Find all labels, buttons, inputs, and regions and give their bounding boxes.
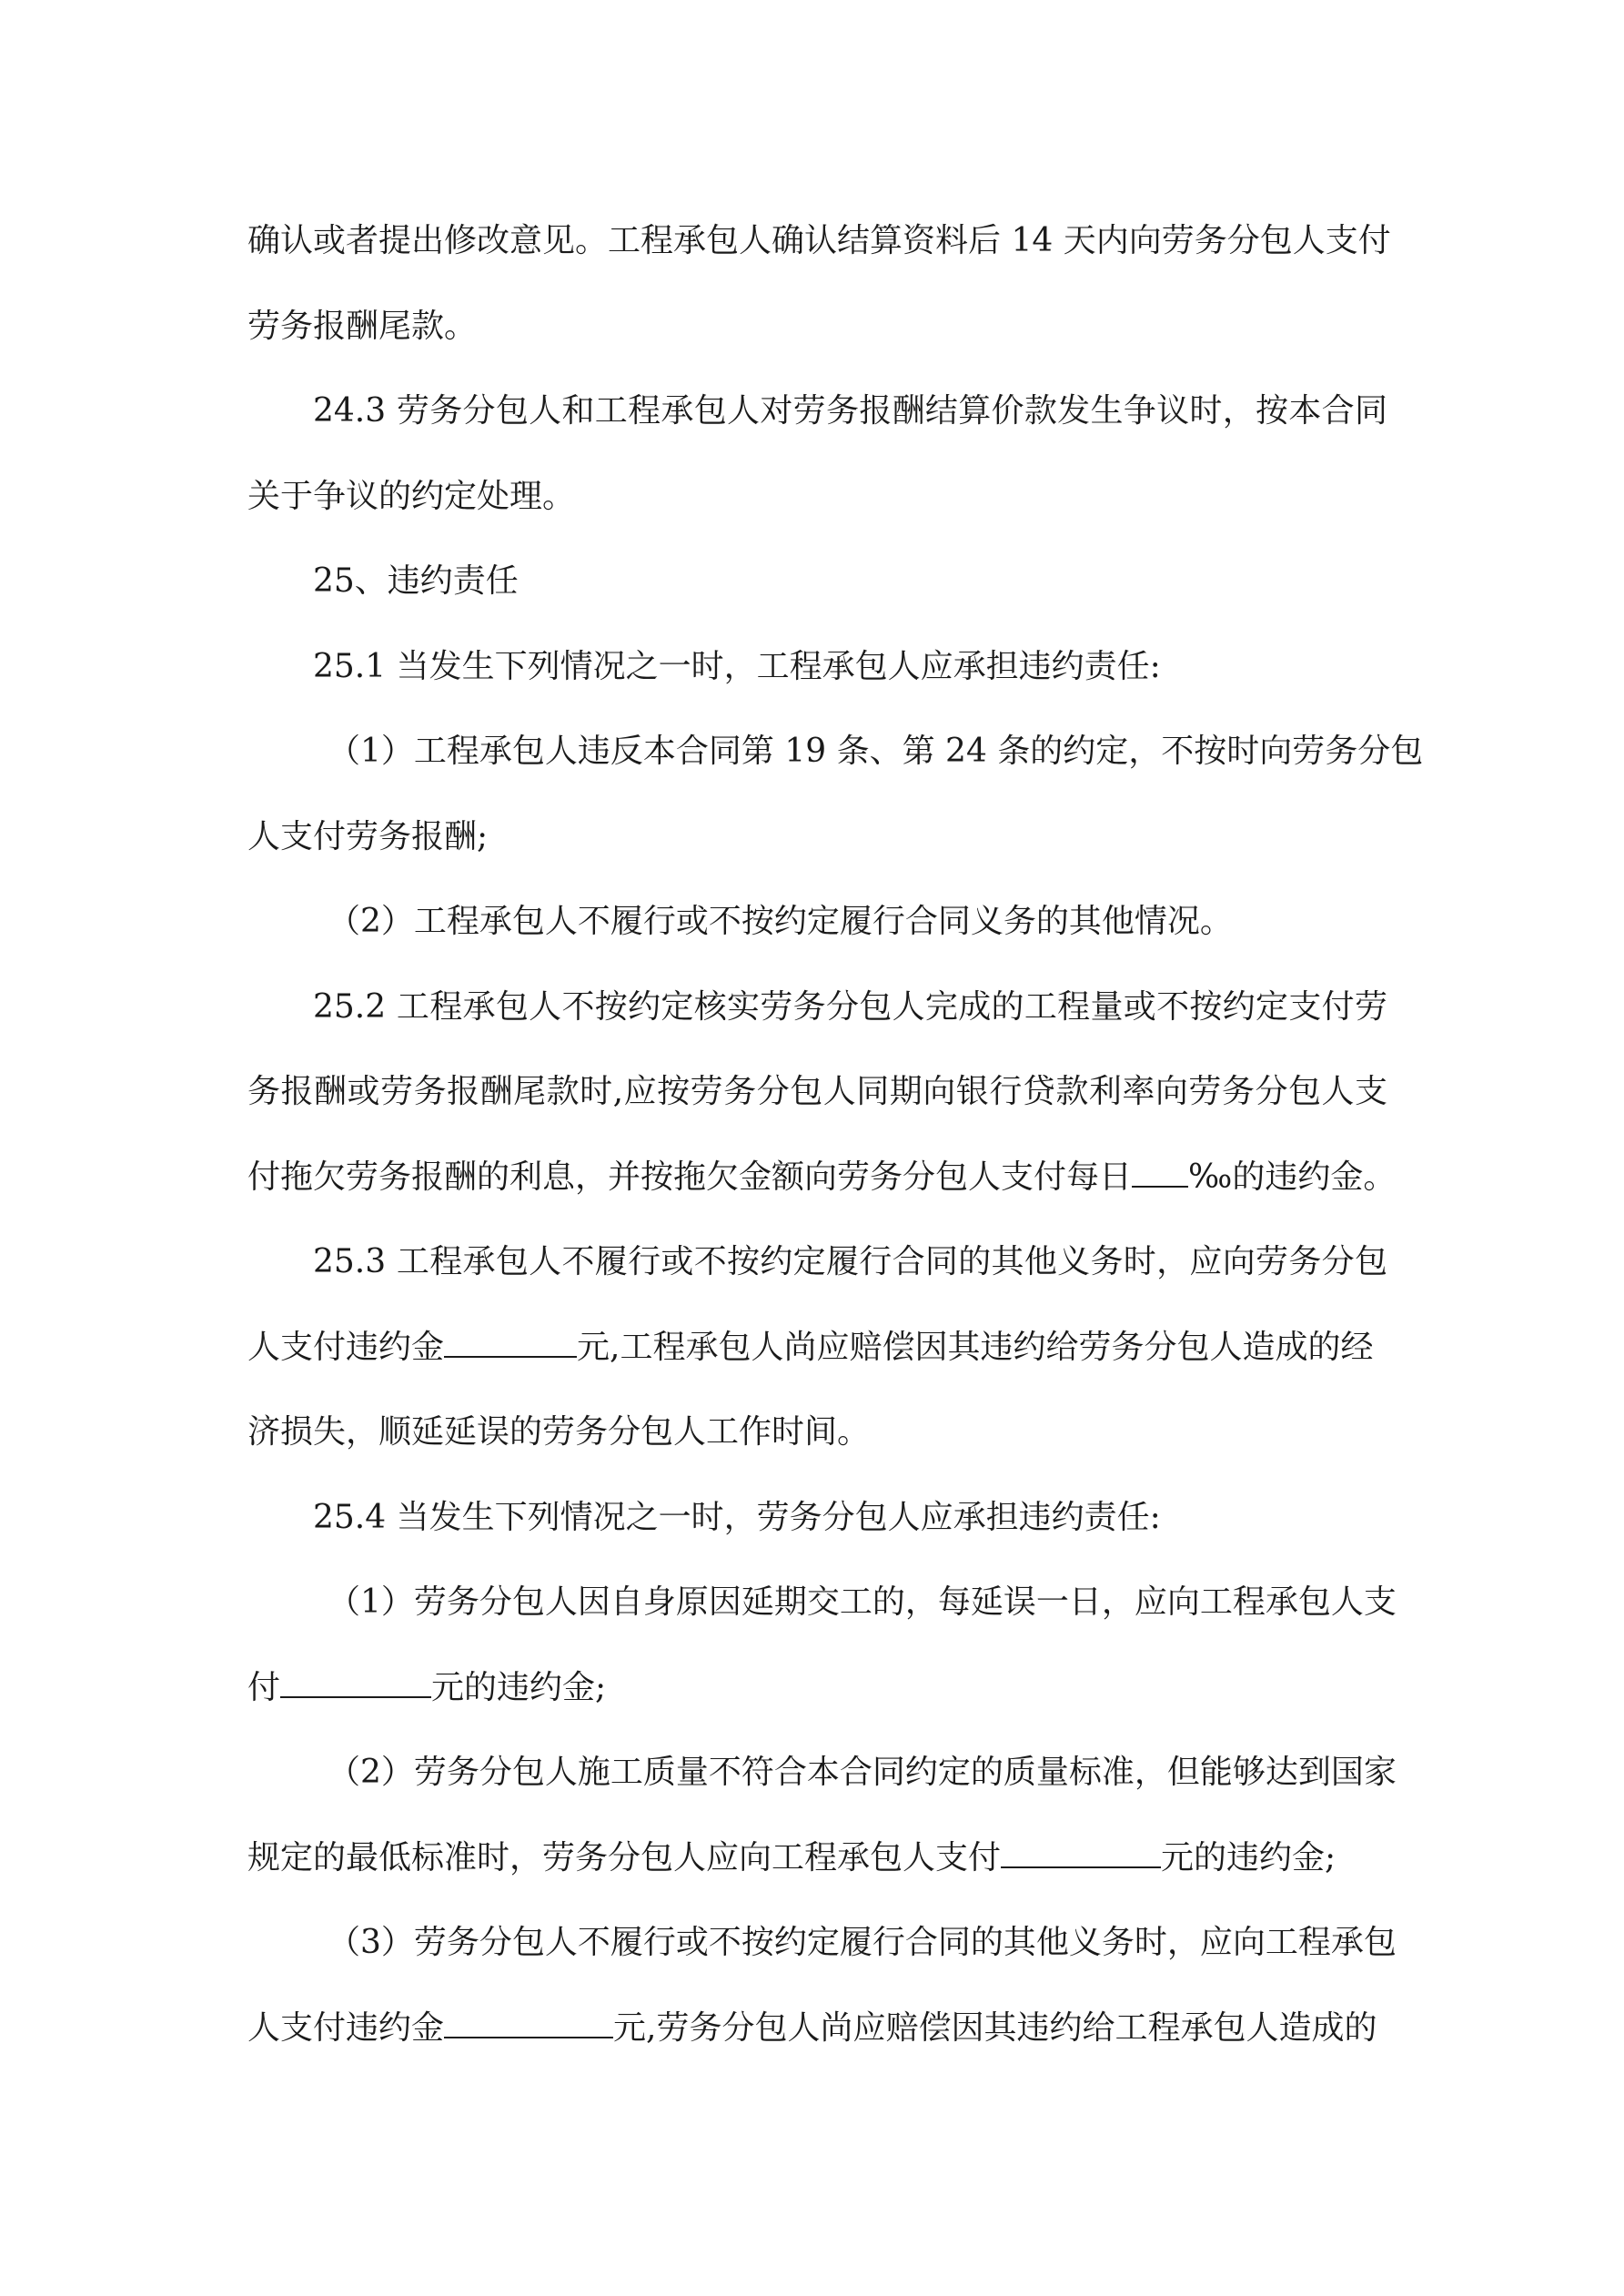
fill-in-blank [444,1325,577,1358]
fill-in-blank [444,2006,613,2038]
text-line: 济损失，顺延延误的劳务分包人工作时间。 [247,1413,871,1451]
clause-25-4: 25.4 当发生下列情况之一时，劳务分包人应承担违约责任: [313,1498,1161,1536]
text-line: 确认或者提出修改意见。工程承包人确认结算资料后 14 天内向劳务分包人支付 [247,222,1391,259]
clause-24-3: 24.3 劳务分包人和工程承包人对劳务报酬结算价款发生争议时，按本合同 [313,392,1387,430]
text-line [247,1830,1387,1916]
text-segment: ‰的违约金。 [1188,1158,1397,1196]
fill-in-blank [280,1665,431,1698]
text-line [247,1320,1387,1405]
text-line [247,2000,1387,2086]
item-25-4-2: （2）劳务分包人施工质量不符合本合同约定的质量标准，但能够达到国家 [328,1754,1397,1791]
item-25-1-2: （2）工程承包人不履行或不按约定履行合同义务的其他情况。 [328,903,1233,940]
contract-text [247,213,1424,2085]
text-segment: 元,工程承包人尚应赔偿因其违约给劳务分包人造成的经 [577,1328,1374,1366]
text-segment: 规定的最低标准时，劳务分包人应向工程承包人支付 [247,1838,1002,1876]
text-segment: 付拖欠劳务报酬的利息，并按拖欠金额向劳务分包人支付每日 [247,1158,1133,1196]
fill-in-blank [1001,1836,1161,1868]
text-line: 人支付劳务报酬; [247,817,489,855]
clause-25-1: 25.1 当发生下列情况之一时，工程承包人应承担违约责任: [313,647,1161,685]
text-segment: 付 [247,1668,281,1706]
text-segment: 元的违约金; [1161,1838,1337,1876]
section-heading-25: 25、违约责任 [313,562,519,600]
clause-25-3: 25.3 工程承包人不履行或不按约定履行合同的其他义务时，应向劳务分包 [313,1243,1387,1280]
text-segment: 人支付违约金 [247,2008,445,2047]
fill-in-blank [1132,1155,1188,1188]
text-segment: 人支付违约金 [247,1328,445,1366]
text-segment: 元的违约金; [431,1668,607,1706]
text-line: 关于争议的约定处理。 [247,477,576,515]
clause-25-2: 25.2 工程承包人不按约定核实劳务分包人完成的工程量或不按约定支付劳 [313,987,1387,1026]
item-25-1-1: （1）工程承包人违反本合同第 19 条、第 24 条的约定，不按时向劳务分包 [328,733,1424,770]
item-25-4-3: （3）劳务分包人不履行或不按约定履行合同的其他义务时，应向工程承包 [328,1924,1397,1961]
text-line [247,1149,1397,1235]
text-line [247,1660,1387,1745]
text-segment: 元,劳务分包人尚应赔偿因其违约给工程承包人造成的 [613,2008,1377,2047]
text-line: 劳务报酬尾款。 [247,307,478,345]
text-line: 务报酬或劳务报酬尾款时,应按劳务分包人同期向银行贷款利率向劳务分包人支 [247,1073,1387,1110]
item-25-4-1: （1）劳务分包人因自身原因延期交工的，每延误一日，应向工程承包人支 [328,1583,1397,1621]
